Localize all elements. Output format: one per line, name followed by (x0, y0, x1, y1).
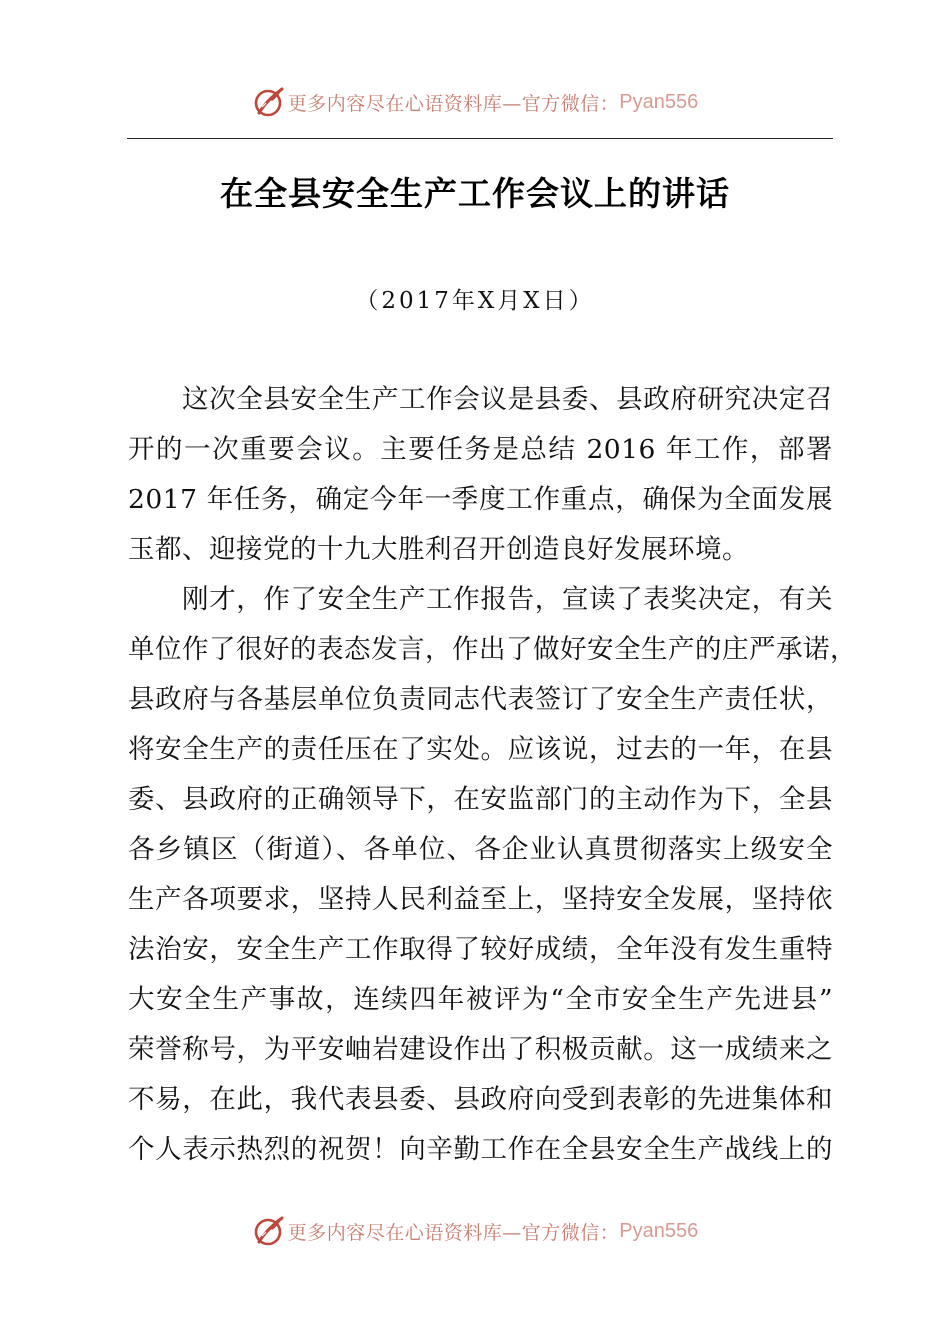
watermark-text: 更多内容尽在心语资料库—官方微信： (287, 92, 620, 115)
watermark-banner-top (0, 82, 950, 122)
body-line: 委、县政府的正确领导下，在安监部门的主动作为下，全县 (128, 784, 833, 815)
body-line: 单位作了很好的表态发言，作出了做好安全生产的庄严承诺， (128, 634, 857, 665)
quill-logo-icon (252, 85, 286, 119)
body-line: 不易，在此，我代表县委、县政府向受到表彰的先进集体和 (128, 1084, 833, 1115)
body-line: 这次全县安全生产工作会议是县委、县政府研究决定召 (182, 384, 833, 415)
document-title: 在全县安全生产工作会议上的讲话 (220, 174, 730, 213)
quill-logo-icon (252, 1214, 286, 1248)
watermark-account: Pyan556 (619, 1219, 699, 1242)
body-line: 2017 年任务，确定今年一季度工作重点，确保为全面发展 (128, 484, 833, 515)
document-date: （2017年X月X日） (355, 288, 595, 314)
document-body (128, 375, 857, 1175)
body-line: 各乡镇区（街道）、各单位、各企业认真贯彻落实上级安全 (128, 834, 833, 865)
body-line: 县政府与各基层单位负责同志代表签订了安全生产责任状， (128, 684, 833, 715)
body-line: 将安全生产的责任压在了实处。应该说，过去的一年，在县 (128, 734, 833, 765)
body-line: 荣誉称号，为平安岫岩建设作出了积极贡献。这一成绩来之 (128, 1034, 833, 1065)
body-line: 生产各项要求，坚持人民利益至上，坚持安全发展，坚持依 (128, 884, 833, 915)
watermark-text: 更多内容尽在心语资料库—官方微信： (287, 1221, 620, 1244)
watermark-account: Pyan556 (619, 90, 699, 113)
body-line: 开的一次重要会议。主要任务是总结 2016 年工作，部署 (128, 434, 833, 465)
body-line: 玉都、迎接党的十九大胜利召开创造良好发展环境。 (128, 534, 749, 565)
watermark-banner-bottom (0, 1211, 950, 1251)
body-line: 个人表示热烈的祝贺！向辛勤工作在全县安全生产战线上的 (128, 1134, 833, 1165)
body-line: 法治安，安全生产工作取得了较好成绩，全年没有发生重特 (128, 934, 833, 965)
body-line: 大安全生产事故，连续四年被评为“全市安全生产先进县” (128, 984, 833, 1015)
body-line: 刚才，作了安全生产工作报告，宣读了表奖决定，有关 (182, 584, 833, 615)
header-divider (127, 138, 833, 139)
